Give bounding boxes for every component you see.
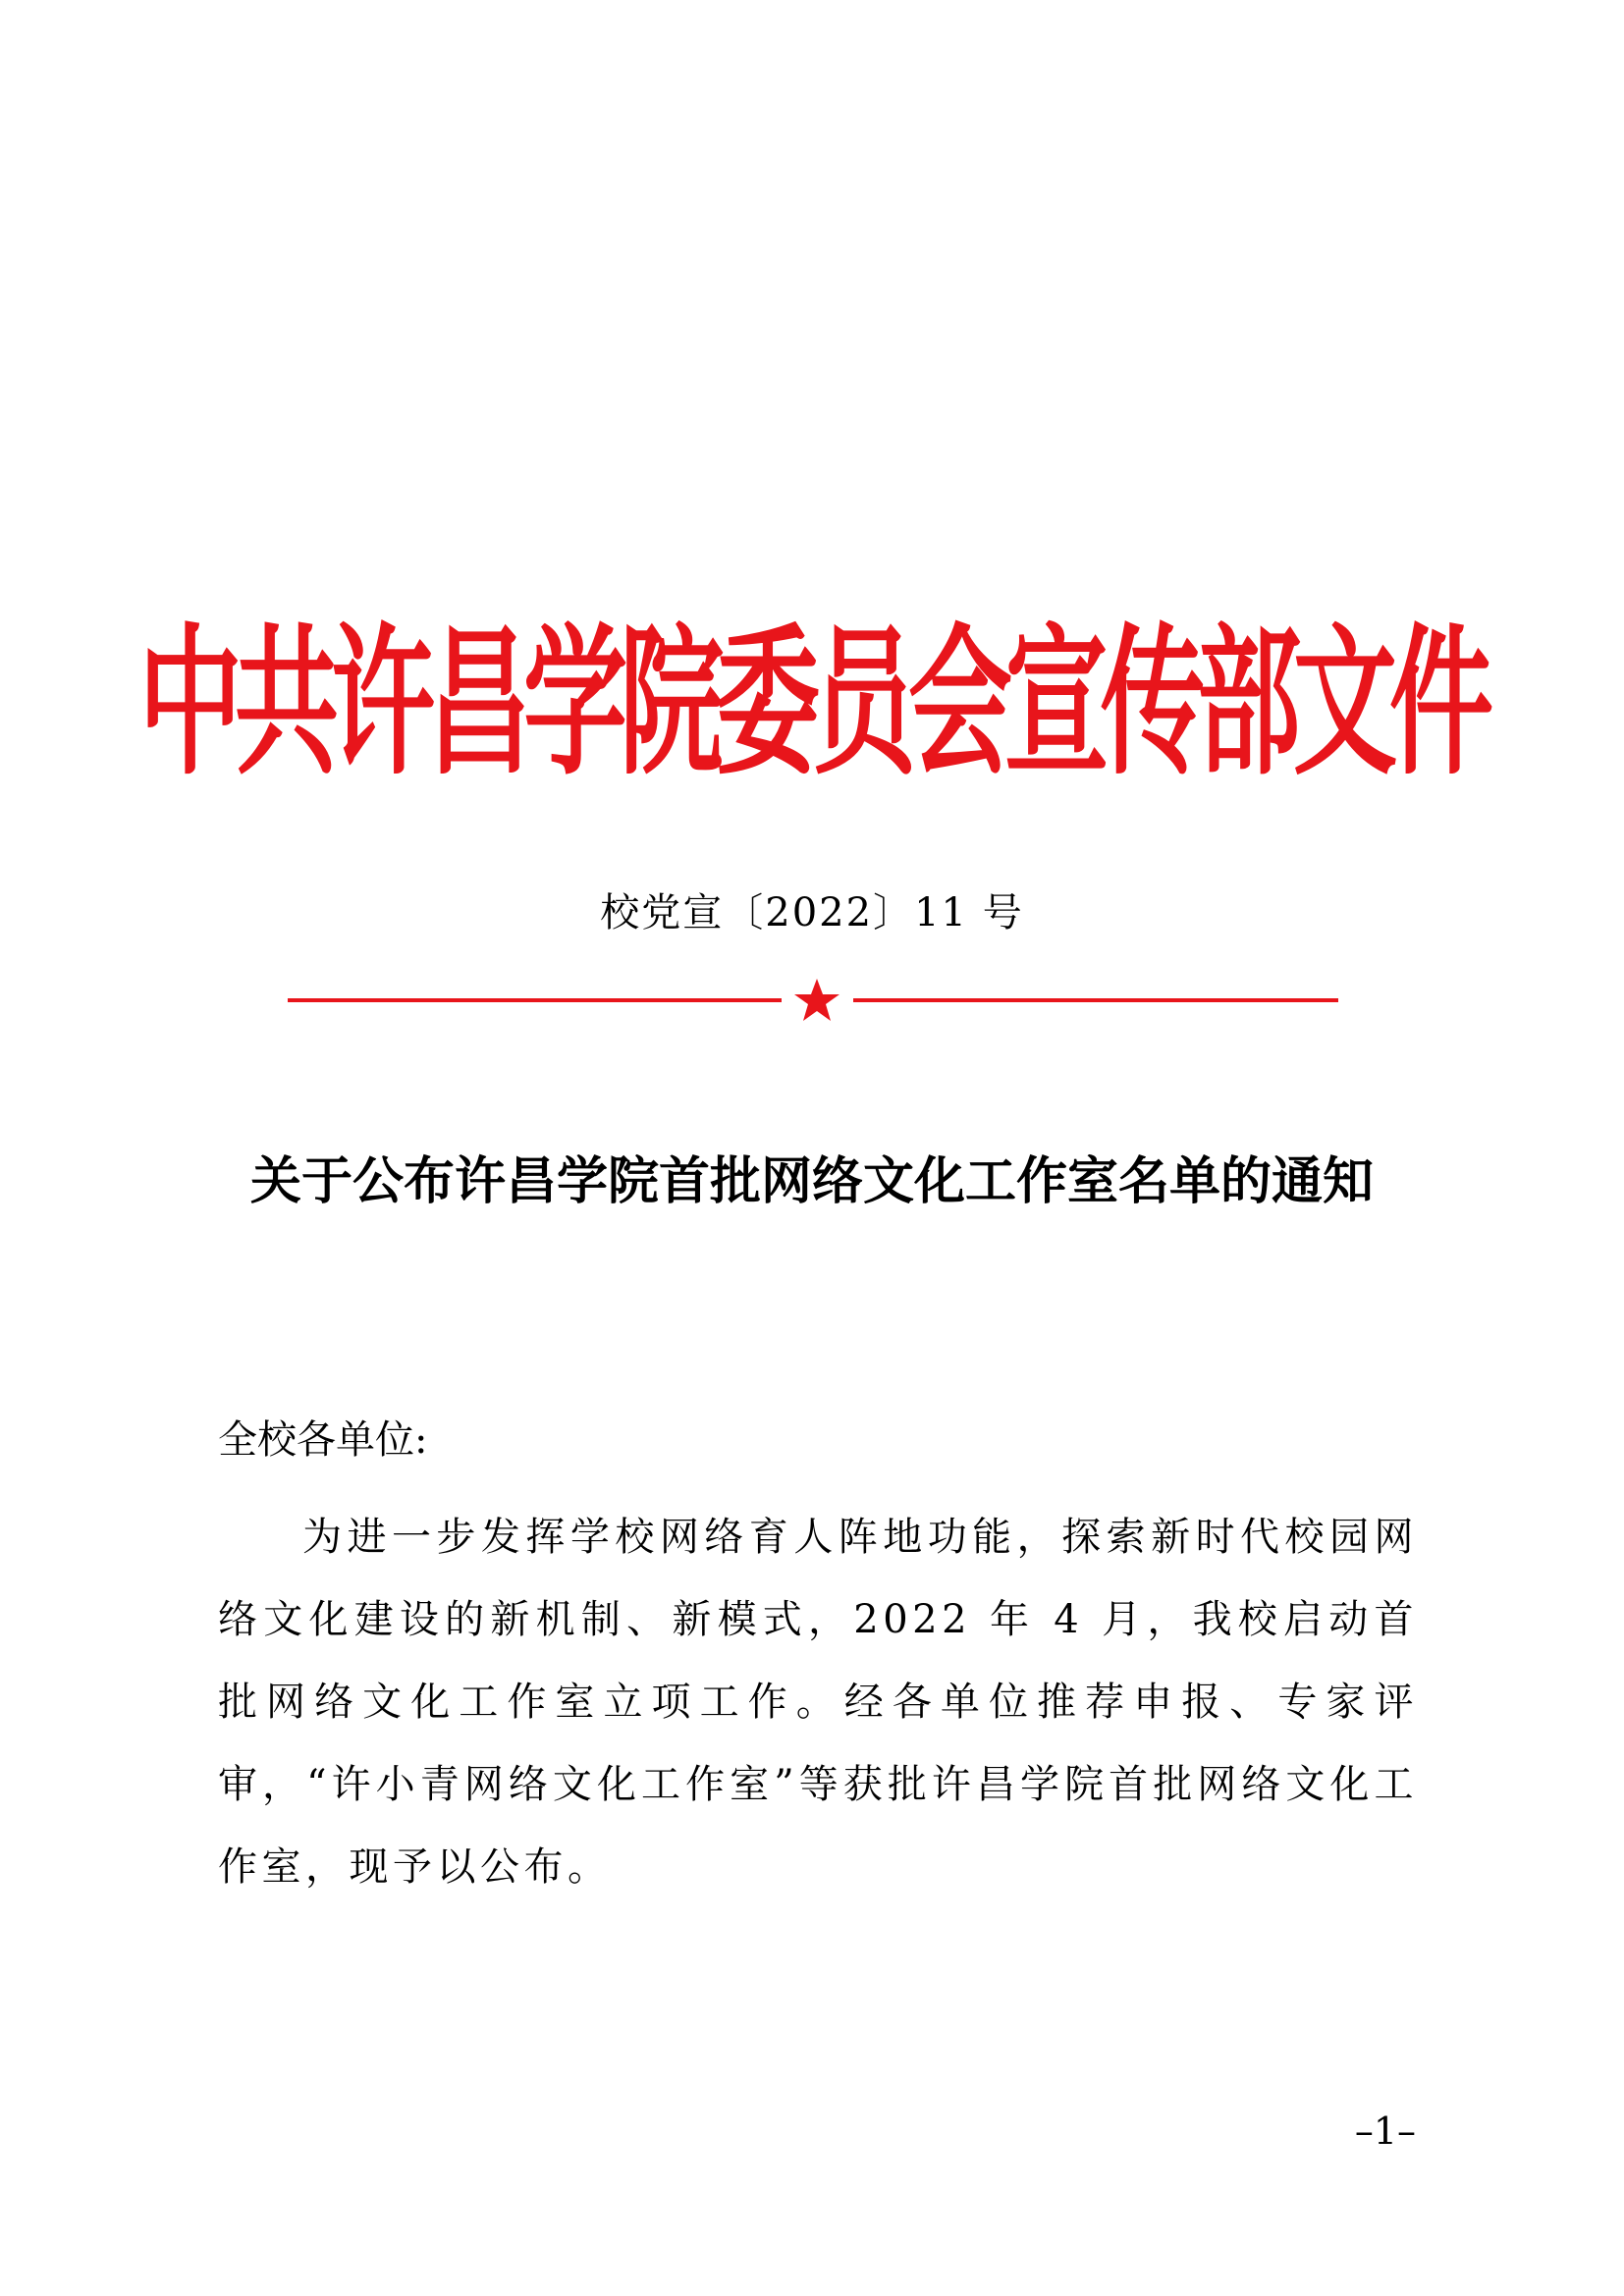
red-separator	[288, 978, 1338, 1023]
separator-line-left	[288, 998, 782, 1002]
salutation: 全校各单位:	[218, 1417, 428, 1463]
document-number: 校党宣〔2022〕11 号	[600, 890, 1024, 935]
masthead-title: 中共许昌学院委员会宣传部文件	[138, 609, 1486, 797]
body-paragraph: 为进一步发挥学校网络育人阵地功能，探索新时代校园网络文化建设的新机制、新模式，2022 年 4 月，我校启动首批网络文化工作室立项工作。经各单位推荐申报、专家评审，“许小青网络文化工作室”等获批许昌学院首批网络文化工作室，现予以公布。	[218, 1515, 1418, 1890]
document-title: 关于公布许昌学院首批网络文化工作室名单的通知	[249, 1151, 1374, 1211]
page-number: –1–	[1354, 2109, 1416, 2153]
separator-line-right	[853, 998, 1338, 1002]
masthead	[138, 601, 1486, 807]
star-icon	[792, 978, 841, 1023]
